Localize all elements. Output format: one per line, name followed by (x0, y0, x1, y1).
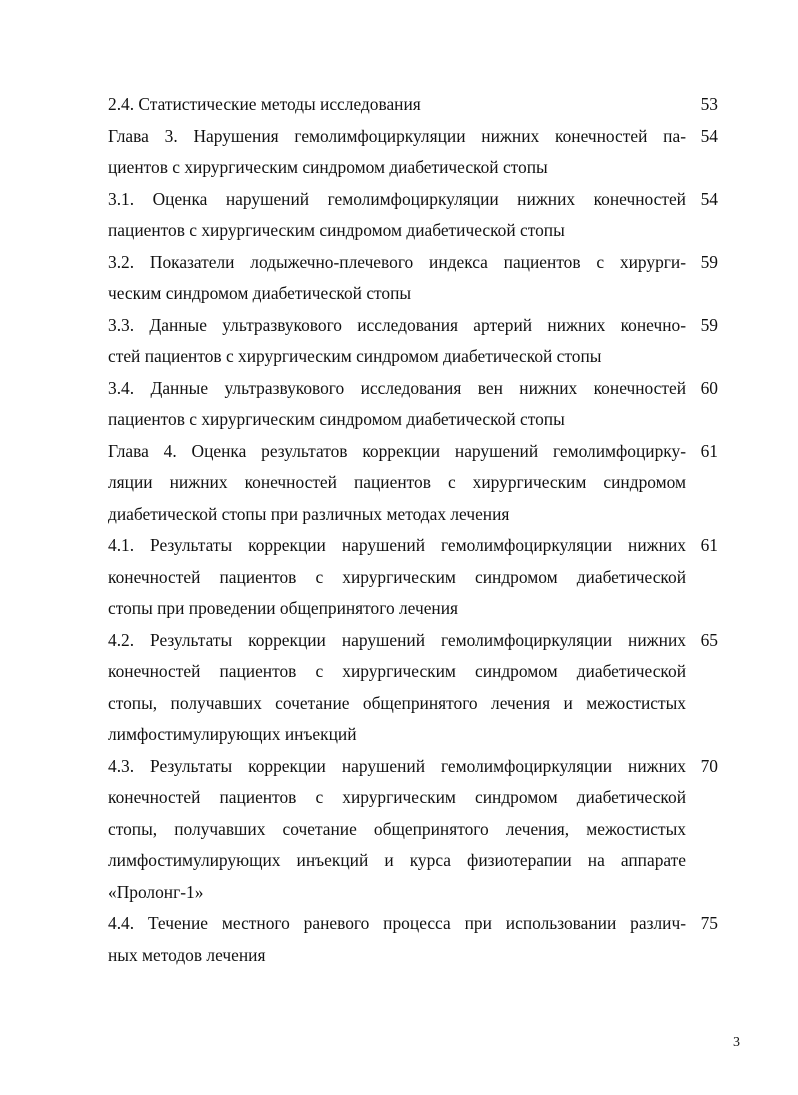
toc-entry-line: диабетической стопы при различных методах лечения (108, 503, 510, 524)
toc-entry-text (108, 436, 686, 531)
toc-entry-text (108, 373, 686, 436)
toc-entry-line: 3.2. Показатели лодыжечно-плечевого индекса пациентов с хирурги- (108, 251, 686, 272)
toc-entry-line: 3.1. Оценка нарушений гемолимфоциркуляции нижних конечностей (108, 188, 686, 209)
toc-entry-text (108, 310, 686, 373)
toc-entry (108, 89, 718, 121)
toc-entry-page: 54 (700, 125, 718, 146)
page-number: 3 (733, 1035, 740, 1050)
toc-entry-line: конечностей пациентов с хирургическим синдромом диабетической (108, 566, 686, 587)
toc-entry-page: 75 (700, 913, 718, 933)
toc-entry-line: пациентов с хирургическим синдромом диабетической стопы (108, 409, 565, 429)
toc-entry (108, 184, 718, 247)
toc-entry (108, 751, 718, 909)
toc-entry-text (108, 121, 686, 184)
toc-entry-text (108, 247, 686, 310)
toc-entry-line: стопы, получавших сочетание общепринятого лечения, межостистых (108, 818, 686, 839)
toc-entry (108, 908, 718, 971)
toc-entry (108, 530, 718, 625)
toc-entry-line: лимфостимулирующих инъекций и курса физиотерапии на аппарате (108, 850, 686, 870)
toc-entry (108, 310, 718, 373)
toc-entry-line: стей пациентов с хирургическим синдромом диабетической стопы (108, 346, 602, 366)
toc-entry-page: 53 (700, 94, 718, 114)
toc-entry-line: пациентов с хирургическим синдромом диабетической стопы (108, 220, 565, 240)
toc-entry-text (108, 530, 686, 625)
toc-entry-line: стопы, получавших сочетание общепринятого лечения и межостистых (108, 692, 686, 713)
toc-entry (108, 121, 718, 184)
toc-entry-page: 59 (700, 314, 718, 335)
toc-entry-line: Глава 4. Оценка результатов коррекции нарушений гемолимфоцирку- (108, 440, 686, 461)
toc-entry-page: 61 (700, 440, 718, 461)
toc-entry-line: ных методов лечения (108, 944, 266, 965)
toc-entry (108, 247, 718, 310)
toc-entry-line: конечностей пациентов с хирургическим синдромом диабетической (108, 787, 686, 807)
toc-entry-text (108, 184, 686, 247)
toc-entry-text (108, 89, 686, 121)
toc-entry-line: 4.1. Результаты коррекции нарушений гемолимфоциркуляции нижних (108, 535, 686, 555)
toc-entry-line: Глава 3. Нарушения гемолимфоциркуляции нижних конечностей па- (108, 125, 686, 146)
toc-entry-line: ляции нижних конечностей пациентов с хирургическим синдромом (108, 472, 686, 492)
toc-entry-page: 59 (700, 251, 718, 272)
toc-entry-line: лимфостимулирующих инъекций (108, 724, 357, 744)
toc-entry-line: 4.2. Результаты коррекции нарушений гемолимфоциркуляции нижних (108, 629, 686, 650)
toc-entry-page: 70 (700, 755, 718, 776)
toc-entry-page: 60 (700, 377, 718, 398)
toc-entry (108, 625, 718, 751)
toc-entry-line: 3.3. Данные ультразвукового исследования артерий нижних конечно- (108, 314, 686, 335)
toc-entry-line: 2.4. Статистические методы исследования (108, 94, 421, 114)
toc-entry-page: 65 (700, 629, 718, 650)
toc-entry-page: 54 (700, 188, 718, 209)
table-of-contents (108, 89, 718, 971)
toc-entry-text (108, 625, 686, 751)
toc-entry-line: 4.4. Течение местного раневого процесса при использовании различ- (108, 913, 686, 933)
toc-entry-line: «Пролонг-1» (108, 881, 204, 902)
toc-entry-line: 3.4. Данные ультразвукового исследования вен нижних конечностей (108, 377, 686, 398)
toc-entry (108, 436, 718, 531)
toc-entry-line: циентов с хирургическим синдромом диабетической стопы (108, 157, 548, 177)
toc-entry-text (108, 751, 686, 909)
toc-entry-text (108, 908, 686, 971)
toc-entry-line: 4.3. Результаты коррекции нарушений гемолимфоциркуляции нижних (108, 755, 686, 776)
toc-entry-line: конечностей пациентов с хирургическим синдромом диабетической (108, 661, 686, 681)
toc-entry-line: стопы при проведении общепринятого лечения (108, 598, 459, 618)
toc-entry (108, 373, 718, 436)
toc-entry-line: ческим синдромом диабетической стопы (108, 283, 412, 303)
toc-entry-page: 61 (700, 535, 718, 555)
